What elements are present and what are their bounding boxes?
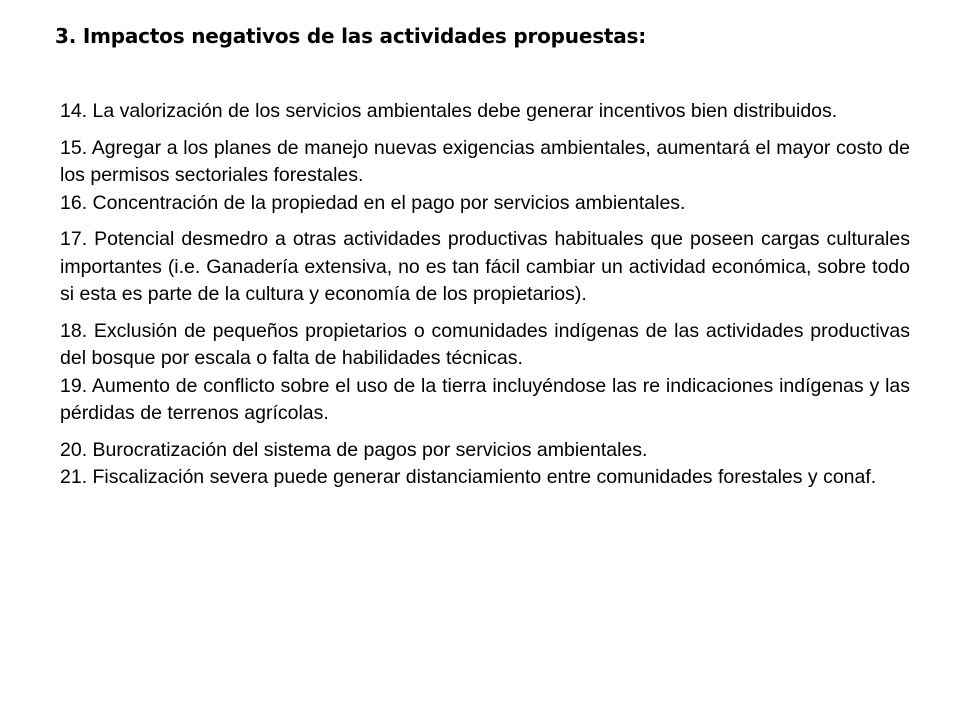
slide-title: 3. Impactos negativos de las actividades propuestas:	[55, 24, 647, 48]
list-item: 16. Concentración de la propiedad en el pago por servicios ambientales.	[60, 191, 686, 214]
list-item: 20. Burocratización del sistema de pagos por servicios ambientales.	[60, 438, 648, 461]
list-item: 15. Agregar a los planes de manejo nuevas exigencias ambientales, aumentará el mayor costo de los permisos sectoriales forestales.	[60, 136, 910, 186]
list-item: 14. La valorización de los servicios ambientales debe generar incentivos bien distribuidos.	[60, 100, 838, 122]
list-item: 17. Potencial desmedro a otras actividades productivas habituales que poseen cargas culturales importantes (i.e. Ganadería extensiva, no es tan fácil cambiar un actividad económica, sobre todo si esta es parte de la cultura y economía de los propietarios).	[60, 228, 910, 305]
list-item: 21. Fiscalización severa puede generar distanciamiento entre comunidades forestales y conaf.	[60, 466, 877, 488]
list-item: 19. Aumento de conflicto sobre el uso de la tierra incluyéndose las re indicaciones indígenas y las pérdidas de terrenos agrícolas.	[60, 374, 910, 424]
impact-list	[60, 98, 910, 492]
list-item: 18. Exclusión de pequeños propietarios o comunidades indígenas de las actividades productivas del bosque por escala o falta de habilidades técnicas.	[60, 319, 910, 369]
